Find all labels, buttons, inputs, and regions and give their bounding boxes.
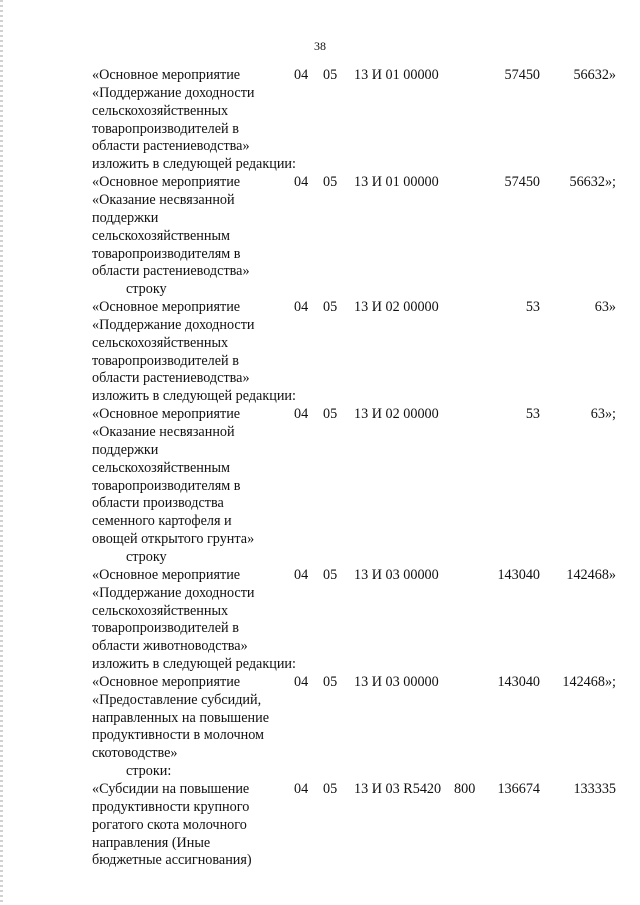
line-description: «Основное мероприятие: [92, 566, 241, 583]
line-description: области производства: [92, 495, 224, 512]
line-description: строку: [126, 548, 167, 565]
line-description: товаропроизводителей в: [92, 352, 239, 369]
line-description: «Предоставление субсидий,: [92, 691, 262, 708]
line-description: продуктивности крупного: [92, 798, 250, 815]
line-description: сельскохозяйственных: [92, 334, 229, 351]
document-line: [0, 655, 640, 673]
line-description: овощей открытого грунта»: [92, 531, 255, 548]
line-amount-year2: 142468»: [566, 566, 616, 583]
document-line: [0, 227, 640, 245]
line-amount-year2: 142468»;: [562, 673, 616, 690]
line-target-code: 13 И 01 00000: [354, 174, 439, 191]
line-amount-year2: 133335: [573, 781, 616, 797]
document-line: [0, 245, 640, 263]
document-line: [0, 780, 640, 798]
line-description: товаропроизводителям в: [92, 245, 241, 262]
document-line: [0, 798, 640, 816]
line-subsection: 05: [323, 174, 338, 191]
document-line: [0, 423, 640, 441]
line-description: товаропроизводителям в: [92, 477, 241, 494]
line-amount-year1: 53: [525, 299, 540, 316]
line-description: области растениеводства»: [92, 138, 250, 155]
document-line: [0, 548, 640, 566]
document-line: [0, 280, 640, 298]
document-line: [0, 66, 640, 84]
line-description: направленных на повышение: [92, 709, 269, 726]
document-line: [0, 334, 640, 352]
line-subsection: 05: [323, 673, 338, 690]
line-section: 04: [294, 566, 309, 583]
line-description: области растениеводства»: [92, 263, 250, 280]
line-description: «Основное мероприятие: [92, 174, 241, 191]
document-line: [0, 584, 640, 602]
line-description: товаропроизводителей в: [92, 120, 239, 137]
line-description: «Оказание несвязанной: [92, 424, 235, 440]
line-amount-year1: 143040: [497, 566, 540, 583]
line-description: поддержки: [92, 441, 159, 458]
line-amount-year1: 143040: [497, 673, 540, 690]
line-section: 04: [294, 174, 309, 191]
line-description: бюджетные ассигнования): [92, 852, 252, 869]
document-line: [0, 191, 640, 209]
document-line: [0, 84, 640, 102]
line-description: скотоводстве»: [92, 745, 178, 762]
line-subsection: 05: [323, 781, 338, 797]
line-amount-year1: 53: [525, 406, 540, 423]
line-section: 04: [294, 67, 309, 83]
page-number: 38: [314, 39, 326, 53]
line-description: сельскохозяйственным: [92, 459, 231, 476]
document-line: [0, 316, 640, 334]
line-description: направления (Иные: [92, 834, 211, 851]
line-amount-year2: 63»: [594, 299, 616, 316]
document-line: [0, 405, 640, 423]
document-line: [0, 102, 640, 120]
line-section: 04: [294, 299, 309, 316]
document-line: [0, 155, 640, 173]
line-target-code: 13 И 02 00000: [354, 299, 439, 316]
line-description: строку: [126, 281, 167, 298]
document-line: [0, 637, 640, 655]
line-description: сельскохозяйственных: [92, 102, 229, 119]
line-description: рогатого скота молочного: [92, 816, 247, 833]
document-line: [0, 387, 640, 405]
document-line: [0, 352, 640, 370]
line-amount-year1: 57450: [504, 174, 540, 191]
line-amount-year1: 57450: [504, 67, 540, 83]
document-line: [0, 494, 640, 512]
document-line: [0, 816, 640, 834]
document-line: [0, 369, 640, 387]
document-line: [0, 209, 640, 227]
document-line: [0, 673, 640, 691]
line-description: «Поддержание доходности: [92, 316, 255, 333]
line-amount-year2: 56632»: [573, 67, 616, 83]
line-section: 04: [294, 673, 309, 690]
line-description: строки:: [126, 763, 172, 780]
line-subsection: 05: [323, 566, 338, 583]
document-line: [0, 137, 640, 155]
line-target-code: 13 И 03 R5420: [354, 781, 442, 797]
line-description: изложить в следующей редакции:: [92, 156, 296, 173]
document-line: [0, 262, 640, 280]
line-description: «Основное мероприятие: [92, 67, 241, 83]
line-subsection: 05: [323, 67, 338, 83]
line-description: области животноводства»: [92, 638, 248, 655]
line-amount-year2: 56632»;: [569, 174, 616, 191]
document-line: [0, 834, 640, 852]
document-line: [0, 691, 640, 709]
line-description: продуктивности в молочном: [92, 727, 265, 744]
document-line: [0, 530, 640, 548]
line-description: сельскохозяйственных: [92, 602, 229, 619]
line-subsection: 05: [323, 299, 338, 316]
line-amount-year1: 136674: [497, 781, 540, 797]
document-line: [0, 120, 640, 138]
line-description: изложить в следующей редакции:: [92, 388, 296, 405]
line-description: «Основное мероприятие: [92, 406, 241, 423]
line-expense-type: 800: [454, 781, 476, 797]
document-line: [0, 709, 640, 727]
document-line: [0, 619, 640, 637]
document-line: [0, 744, 640, 762]
document-line: [0, 512, 640, 530]
line-target-code: 13 И 02 00000: [354, 406, 439, 423]
document-line: [0, 298, 640, 316]
line-section: 04: [294, 781, 309, 797]
line-description: «Поддержание доходности: [92, 84, 255, 101]
document-line: [0, 726, 640, 744]
document-line: [0, 477, 640, 495]
line-amount-year2: 63»;: [590, 406, 616, 423]
document-line: [0, 851, 640, 869]
line-description: сельскохозяйственным: [92, 227, 231, 244]
line-description: изложить в следующей редакции:: [92, 656, 296, 673]
document-line: [0, 459, 640, 477]
line-target-code: 13 И 03 00000: [354, 673, 439, 690]
line-target-code: 13 И 03 00000: [354, 566, 439, 583]
line-description: поддержки: [92, 209, 159, 226]
line-description: «Основное мероприятие: [92, 299, 241, 316]
line-description: «Оказание несвязанной: [92, 191, 235, 208]
line-description: семенного картофеля и: [92, 513, 232, 530]
line-description: «Основное мероприятие: [92, 673, 241, 690]
document-line: [0, 441, 640, 459]
document-line: [0, 762, 640, 780]
document-line: [0, 173, 640, 191]
document-line: [0, 602, 640, 620]
line-description: «Поддержание доходности: [92, 584, 255, 601]
line-section: 04: [294, 406, 309, 423]
line-description: «Субсидии на повышение: [92, 781, 250, 797]
line-description: области растениеводства»: [92, 370, 250, 387]
line-description: товаропроизводителей в: [92, 620, 239, 637]
document-line: [0, 566, 640, 584]
line-target-code: 13 И 01 00000: [354, 67, 439, 83]
line-subsection: 05: [323, 406, 338, 423]
